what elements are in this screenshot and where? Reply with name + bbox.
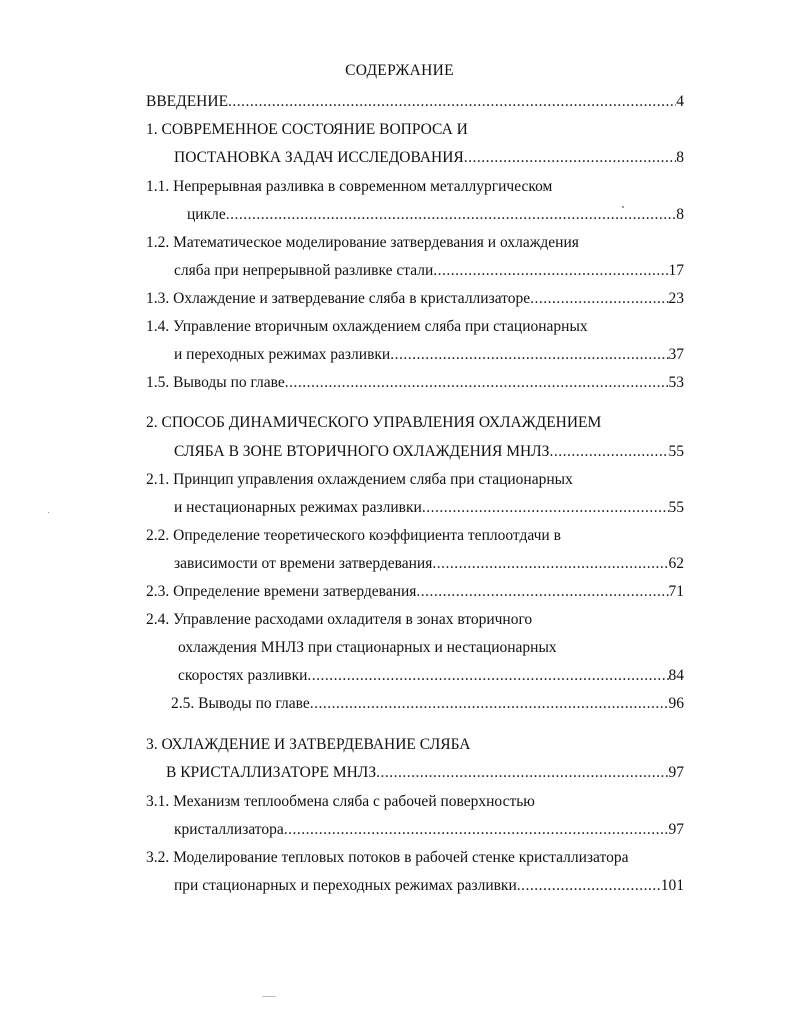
toc-entry-text: 1.5. Выводы по главе <box>146 374 285 391</box>
toc-entry-text: кристаллизатора <box>174 821 284 838</box>
toc-entry-2-2 <box>174 554 684 574</box>
toc-entry-text: ВВЕДЕНИЕ <box>146 93 229 110</box>
toc-page-number: 55 <box>668 443 684 460</box>
toc-entry-1-1 <box>187 205 684 225</box>
toc-entry-2-4-line1: 2.4. Управление расходами охладителя в зонах вторичного <box>146 611 533 628</box>
dot-leader <box>284 820 669 840</box>
toc-entry-2-1-line1: 2.1. Принцип управления охлаждением сляба при стационарных <box>146 471 573 488</box>
toc-entry-text: СЛЯБА В ЗОНЕ ВТОРИЧНОГО ОХЛАЖДЕНИЯ МНЛЗ <box>174 443 550 460</box>
toc-entry-text: ПОСТАНОВКА ЗАДАЧ ИССЛЕДОВАНИЯ <box>174 149 464 166</box>
dot-leader <box>226 205 677 225</box>
toc-entry-2-4 <box>178 666 684 686</box>
toc-entry-text: 2.5. Выводы по главе <box>171 695 310 712</box>
toc-entry-1-2-line1: 1.2. Математическое моделирование затвердевания и охлаждения <box>146 234 579 251</box>
dot-leader <box>433 261 668 281</box>
toc-page-number: 55 <box>668 499 684 516</box>
dot-leader <box>376 763 668 783</box>
toc-entry-text: и переходных режимах разливки <box>174 346 391 363</box>
scan-speck <box>262 996 276 997</box>
toc-chapter-2-heading: 2. СПОСОБ ДИНАМИЧЕСКОГО УПРАВЛЕНИЯ ОХЛАЖДЕНИЕМ <box>146 414 602 431</box>
toc-entry-text: 2.3. Определение времени затвердевания <box>146 583 417 600</box>
toc-entry-3-1 <box>174 820 684 840</box>
page-title: СОДЕРЖАНИЕ <box>345 62 454 79</box>
toc-entry-1-2 <box>174 261 684 281</box>
toc-entry-intro <box>146 92 684 112</box>
toc-page-number: 71 <box>668 583 684 600</box>
toc-entry-2-4-line2: охлаждения МНЛЗ при стационарных и нестационарных <box>178 639 557 656</box>
toc-chapter-1 <box>174 148 684 168</box>
toc-page-number: 97 <box>668 821 684 838</box>
dot-leader <box>285 373 669 393</box>
toc-chapter-3 <box>166 763 684 783</box>
toc-page-number: 84 <box>668 667 684 684</box>
toc-entry-3-2 <box>174 876 684 896</box>
dot-leader <box>228 92 676 112</box>
toc-entry-1-3 <box>146 289 684 309</box>
toc-chapter-2 <box>174 442 684 462</box>
toc-entry-text: сляба при непрерывной разливке стали <box>174 262 434 279</box>
dot-leader <box>422 498 669 518</box>
dot-leader <box>530 289 668 309</box>
toc-entry-1-1-line1: 1.1. Непрерывная разливка в современном металлургическом <box>146 178 553 195</box>
dot-leader <box>416 582 668 602</box>
dot-leader <box>549 442 668 462</box>
toc-page-number: 97 <box>668 764 684 781</box>
scan-speck <box>48 512 49 513</box>
toc-entry-text: зависимости от времени затвердевания <box>174 555 433 572</box>
toc-entry-text: цикле <box>187 206 226 223</box>
toc-entry-1-5 <box>146 373 684 393</box>
toc-entry-text: скоростях разливки <box>178 667 308 684</box>
toc-page-number: 96 <box>668 695 684 712</box>
toc-entry-3-2-line1: 3.2. Моделирование тепловых потоков в рабочей стенке кристаллизатора <box>146 849 629 866</box>
dot-leader <box>432 554 668 574</box>
toc-entry-2-5 <box>171 694 684 714</box>
toc-chapter-1-heading: 1. СОВРЕМЕННОЕ СОСТОЯНИЕ ВОПРОСА И <box>146 121 468 138</box>
toc-entry-1-4 <box>174 345 684 365</box>
toc-entry-text: и нестационарных режимах разливки <box>174 499 422 516</box>
toc-page-number: 4 <box>676 93 684 110</box>
dot-leader <box>464 148 676 168</box>
toc-entry-2-3 <box>146 582 684 602</box>
toc-page-number: 62 <box>668 555 684 572</box>
toc-page-number: 23 <box>668 290 684 307</box>
toc-chapter-3-heading: 3. ОХЛАЖДЕНИЕ И ЗАТВЕРДЕВАНИЕ СЛЯБА <box>146 736 471 753</box>
dot-leader <box>517 876 661 896</box>
dot-leader <box>310 694 669 714</box>
dot-leader <box>307 666 668 686</box>
dot-leader <box>390 345 668 365</box>
toc-page-number: 8 <box>676 206 684 223</box>
toc-entry-3-1-line1: 3.1. Механизм теплообмена сляба с рабочей поверхностью <box>146 793 535 810</box>
toc-page-number: 37 <box>668 346 684 363</box>
toc-entry-text: В КРИСТАЛЛИЗАТОРЕ МНЛЗ <box>166 764 377 781</box>
toc-entry-2-2-line1: 2.2. Определение теоретического коэффициента теплоотдачи в <box>146 527 561 544</box>
toc-page-number: 8 <box>676 149 684 166</box>
toc-page-number: 101 <box>660 877 684 894</box>
toc-entry-1-4-line1: 1.4. Управление вторичным охлаждением сляба при стационарных <box>146 318 588 335</box>
toc-entry-text: при стационарных и переходных режимах разливки <box>174 877 517 894</box>
scan-speck <box>622 206 624 208</box>
toc-page-number: 53 <box>668 374 684 391</box>
toc-page-number: 17 <box>668 262 684 279</box>
toc-entry-text: 1.3. Охлаждение и затвердевание сляба в кристаллизаторе <box>146 290 531 307</box>
toc-entry-2-1 <box>174 498 684 518</box>
